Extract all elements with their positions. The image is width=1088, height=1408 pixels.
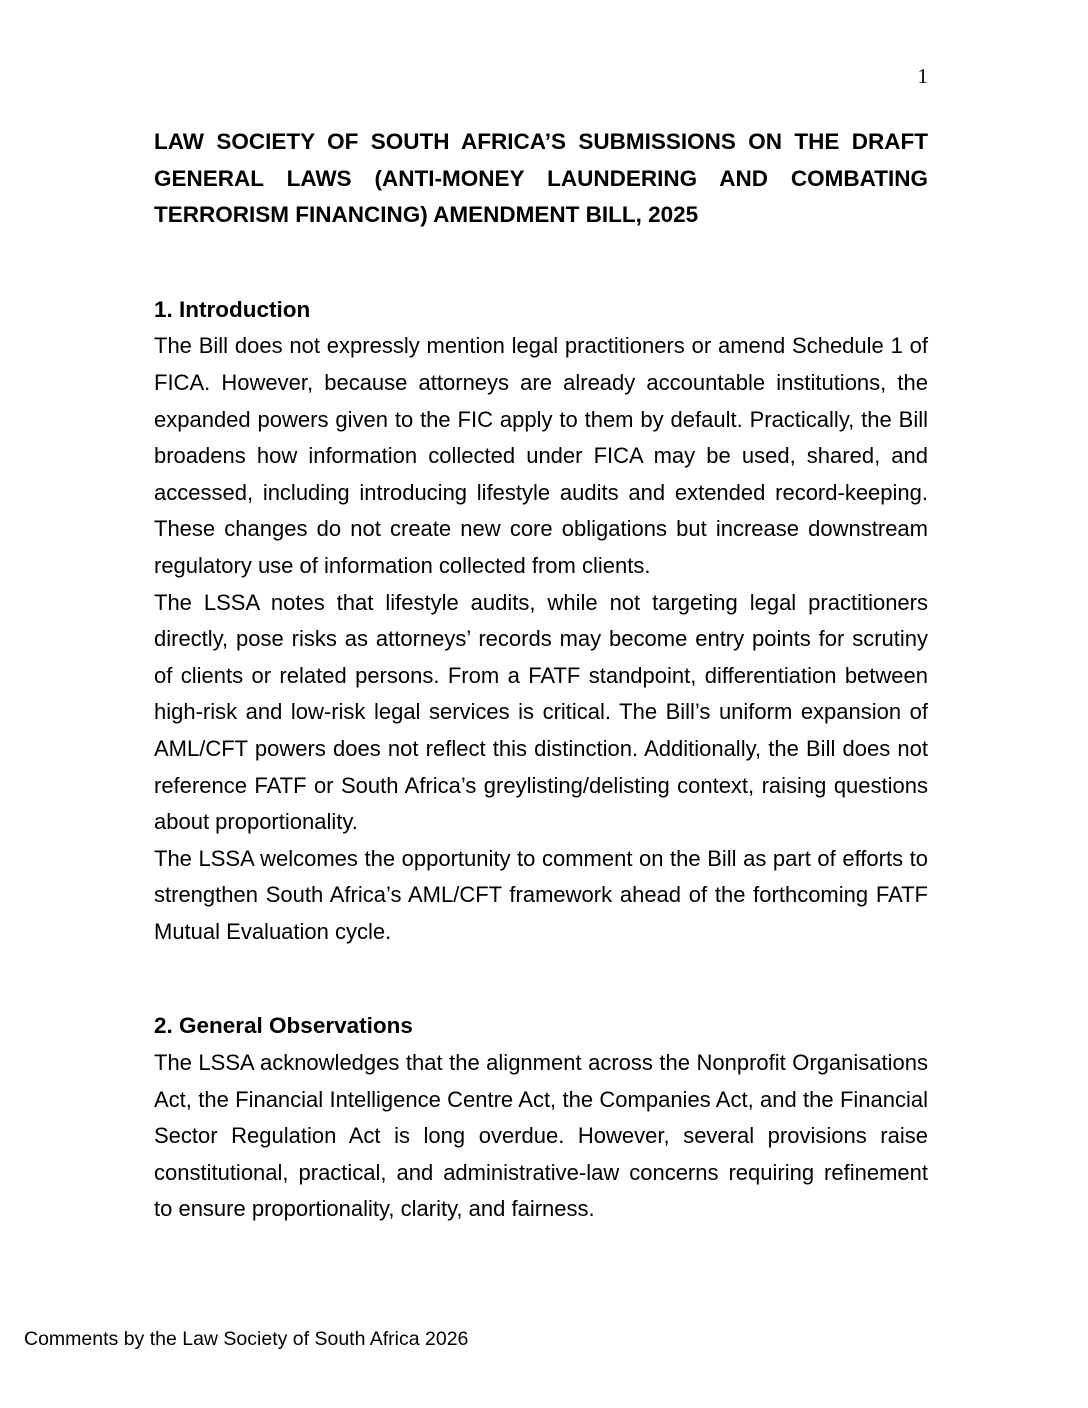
page-footer: Comments by the Law Society of South Africa 2026: [24, 1328, 469, 1350]
paragraph: The Bill does not expressly mention legal practitioners or amend Schedule 1 of FICA. However, because attorneys are already accountable institutions, the expanded powers given to the FIC apply to them by default. Practically, the Bill broadens how information collected under FICA may be used, shared, and accessed, including introducing lifestyle audits and extended record-keeping. These changes do not create new core obligations but increase downstream regulatory use of information collected from clients.: [154, 333, 928, 578]
paragraph: The LSSA acknowledges that the alignment across the Nonprofit Organisations Act, the Financial Intelligence Centre Act, the Companies Act, and the Financial Sector Regulation Act is long overdue. However, several provisions raise constitutional, practical, and administrative-law concerns requiring refinement to ensure proportionality, clarity, and fairness.: [154, 1050, 928, 1222]
document-title: LAW SOCIETY OF SOUTH AFRICA’S SUBMISSIONS ON THE DRAFT GENERAL LAWS (ANTI-MONEY LAUNDERING AND COMBATING TERRORISM FINANCING) AMENDMENT BILL, 2025: [154, 129, 928, 228]
paragraph: The LSSA welcomes the opportunity to comment on the Bill as part of efforts to strengthen South Africa’s AML/CFT framework ahead of the forthcoming FATF Mutual Evaluation cycle.: [154, 845, 928, 944]
section-heading-general-observations: 2. General Observations: [154, 1013, 413, 1039]
section-heading-introduction: 1. Introduction: [154, 296, 311, 322]
page-number: 1: [917, 64, 928, 88]
document-body: [154, 124, 928, 1228]
paragraph: The LSSA notes that lifestyle audits, while not targeting legal practitioners directly, pose risks as attorneys’ records may become entry points for scrutiny of clients or related persons. From a FATF standpoint, differentiation between high-risk and low-risk legal services is critical. The Bill’s uniform expansion of AML/CFT powers does not reflect this distinction. Additionally, the Bill does not reference FATF or South Africa’s greylisting/delisting context, raising questions about proportionality.: [154, 589, 928, 835]
